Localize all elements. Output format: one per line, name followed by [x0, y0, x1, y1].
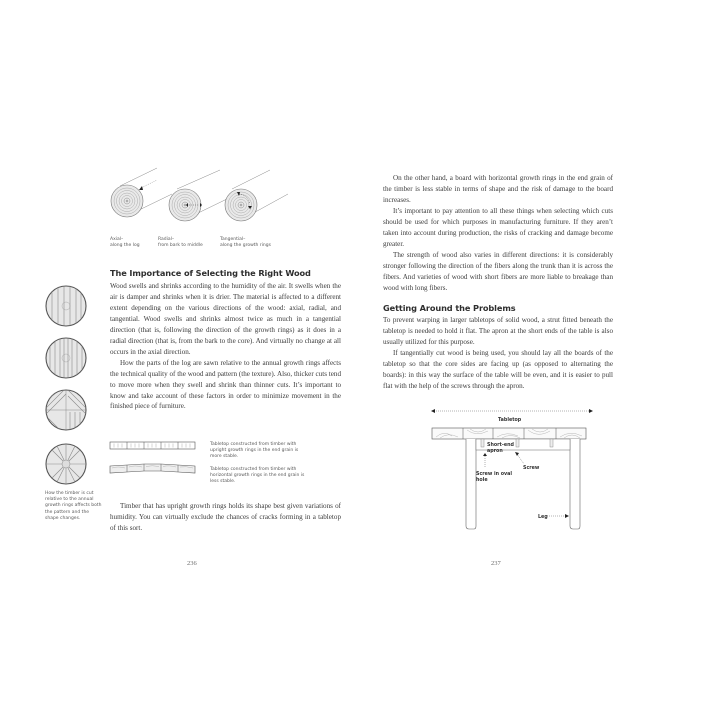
axial-caption-line1: Axial– — [110, 237, 124, 242]
label-screw-oval-line2: hole — [476, 478, 488, 483]
disc-plain-sawn-icon — [46, 284, 86, 328]
table-leg-right-icon — [570, 439, 580, 529]
page-number-left: 236 — [187, 560, 197, 567]
label-leg: Leg — [538, 515, 548, 520]
label-apron-line2: apron — [487, 449, 503, 454]
radial-log-icon — [169, 170, 233, 221]
log-cut-directions-figure — [105, 168, 305, 238]
tabletop-boards-figure — [110, 442, 200, 482]
radial-caption-line2: from bark to middle — [158, 243, 203, 249]
paragraph: It’s important to pay attention to all these things when selecting which cuts should be used for which purposes in manufacturing furniture. If they aren’t taken into account during production, the risks of cracking and damage become greater. — [383, 206, 613, 248]
paragraph: The strength of wood also varies in different directions: it is considerably stronger following the direction of the fibers along the trunk than it is across the fibers. And varieties of wood with short fibers are more liable to breakage than wood with long fibers. — [383, 250, 613, 292]
label-tabletop: Tabletop — [498, 418, 522, 423]
right-page — [360, 0, 720, 720]
leg-pointer — [547, 514, 569, 518]
section-heading-selecting-wood: The Importance of Selecting the Right Wood — [110, 268, 311, 278]
horizontal-rings-tabletop-icon — [110, 464, 195, 473]
disc-quarter-sawn-icon — [46, 336, 86, 380]
right-body-text-bottom — [383, 315, 613, 392]
radial-caption — [158, 237, 203, 249]
upright-rings-tabletop-icon — [110, 442, 195, 449]
tabletop-width-arrow — [431, 409, 593, 413]
axial-caption — [110, 237, 140, 249]
paragraph: Timber that has upright growth rings holds its shape best given variations of humidity. You can virtually exclude the chances of cracks forming in a tabletop of this sort. — [110, 502, 341, 532]
paragraph: To prevent warping in larger tabletops of solid wood, a strut fitted beneath the tabletop is needed to hold it flat. The apron at the short ends of the table is also usually utilized for this purpose. — [383, 316, 613, 346]
paragraph: How the parts of the log are sawn relative to the annual growth rings affects the technical quality of the wood and pattern (the texture). Also, thicker cuts tend to move more when they swell and shrink than thinner cuts. It’s important to know and take account of these factors in order to minimize movement in the finished piece of furniture. — [110, 358, 341, 411]
table-leg-left-icon — [466, 439, 476, 529]
tangential-log-icon — [225, 170, 288, 221]
left-body-text — [110, 281, 341, 412]
tangential-caption-line2: along the growth rings — [220, 243, 271, 249]
radial-caption-line1: Radial– — [158, 237, 175, 242]
page-number-right: 237 — [491, 560, 501, 567]
paragraph: On the other hand, a board with horizontal growth rings in the end grain of the timber is less stable in terms of shape and the risk of damage to the board increases. — [383, 174, 613, 204]
disc-radial-sawn-icon — [46, 444, 86, 484]
label-screw: Screw — [523, 466, 540, 471]
side-caption: How the timber is cut relative to the annual growth rings affects both the pattern and the shape changes. — [45, 491, 102, 521]
right-body-text-top — [383, 173, 613, 293]
cross-section-discs-figure — [44, 284, 94, 489]
label-apron-line1: Short-end — [487, 443, 514, 448]
paragraph: Wood swells and shrinks according to the humidity of the air. It swells when the air is damper and shrinks when it is drier. The material is affected to a different extent depending on the various directions of the wood: axial, radial, and tangential. Wood swells and shrinks almost twice as much in a tangential direction (that is, following the direction of the growth rings) as it does in a radial direction (that is, from the bark to the core). And virtually no change at all occurs in the axial direction. — [110, 282, 341, 356]
axial-caption-line2: along the log — [110, 243, 140, 249]
axial-log-icon — [111, 168, 172, 217]
table-construction-diagram — [430, 408, 605, 533]
tangential-caption-line1: Tangential– — [220, 237, 246, 242]
left-closing-text — [110, 501, 341, 534]
section-heading-getting-around: Getting Around the Problems — [383, 303, 516, 313]
label-screw-oval-line1: Screw in oval — [476, 472, 513, 477]
screw-pointer — [515, 452, 524, 464]
tangential-caption — [220, 237, 271, 249]
upright-rings-caption: Tabletop constructed from timber with upright growth rings in the end grain is more stable. — [210, 442, 299, 460]
disc-rift-sawn-icon — [46, 384, 88, 436]
tabletop-icon — [432, 428, 586, 439]
screw-oval-pointer — [483, 453, 487, 468]
paragraph: If tangentially cut wood is being used, you should lay all the boards of the tabletop so that the core sides are facing up (as opposed to alternating the boards): in this way the surface of the table will be even, and it is easier to pull flat with the help of the screws through the apron. — [383, 348, 613, 390]
horizontal-rings-caption: Tabletop constructed from timber with horizontal growth rings in the end grain is less stable. — [210, 467, 305, 485]
